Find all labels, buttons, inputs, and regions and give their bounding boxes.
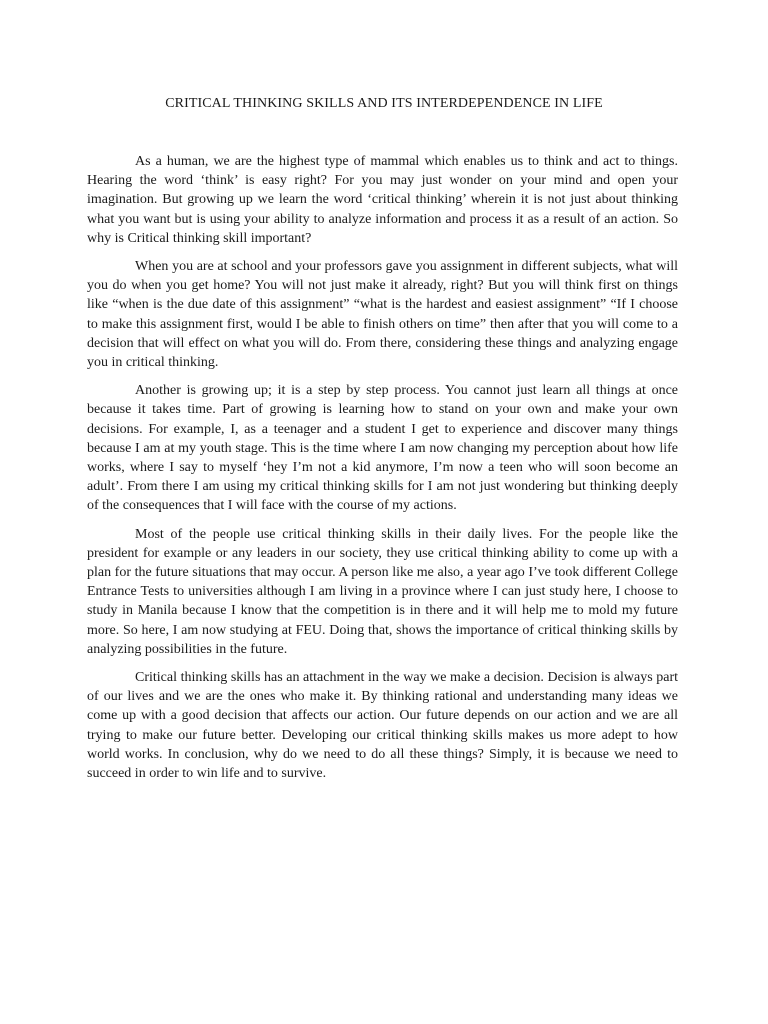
document-body — [87, 152, 678, 792]
paragraph-4: Most of the people use critical thinking skills in their daily lives. For the people like the president for example or any leaders in our society, they use critical thinking ability to come up with a plan for the future situations that may occur. A person like me also, a year ago I’ve took different College Entrance Tests to universities although I am living in a province where I can just study here, I choose to study in Manila because I know that the competition is in there and it will help me to mold my future more. So here, I am now studying at FEU. Doing that, shows the importance of critical thinking skills by analyzing possibilities in the future. — [87, 526, 678, 657]
paragraph-3: Another is growing up; it is a step by step process. You cannot just learn all things at once because it takes time. Part of growing is learning how to stand on your own and make your own decisions. For example, I, as a teenager and a student I get to experience and discover many things because I am at my youth stage. This is the time where I am now changing my perception about how life works, where I say to myself ‘hey I’m not a kid anymore, I’m now a teen who will soon become an adult’. From there I am using my critical thinking skills for I am not just wondering but thinking deeply of the consequences that I will face with the course of my actions. — [87, 383, 678, 514]
paragraph-1: As a human, we are the highest type of mammal which enables us to think and act to things. Hearing the word ‘think’ is easy right? For you may just wonder on your mind and open your imagination. But growing up we learn the word ‘critical thinking’ wherein it is not just about thinking what you want but is using your ability to analyze information and process it as a result of an action. So why is Critical thinking skill important? — [87, 154, 678, 246]
paragraph-2: When you are at school and your professors gave you assignment in different subjects, what will you do when you get home? You will not just make it already, right? But you will think first on things like “when is the due date of this assignment” “what is the hardest and easiest assignment” “If I choose to make this assignment first, would I be able to finish others on time” then after that you will come to a decision that will effect on what you will do. From there, considering these things and analyzing engage you in critical thinking. — [87, 259, 678, 371]
document-title: CRITICAL THINKING SKILLS AND ITS INTERDEPENDENCE IN LIFE — [165, 96, 603, 111]
paragraph-5: Critical thinking skills has an attachment in the way we make a decision. Decision is always part of our lives and we are the ones who make it. By thinking rational and understanding many ideas we come up with a good decision that affects our action. Our future depends on our action and we are all trying to make our future better. Developing our critical thinking skills makes us more adept to how world works. In conclusion, why do we need to do all these things? Simply, it is because we need to succeed in order to win life and to survive. — [87, 670, 678, 782]
